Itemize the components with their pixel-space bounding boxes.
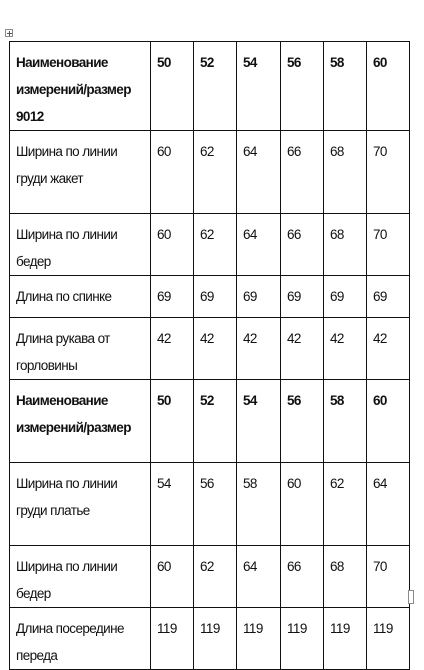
header-cell-size[interactable]: 56: [281, 380, 324, 463]
header-cell-size[interactable]: 52: [194, 380, 237, 463]
value-cell[interactable]: 64: [237, 214, 281, 276]
value-cell[interactable]: 60: [151, 214, 194, 276]
value-cell[interactable]: 62: [194, 214, 237, 276]
value-cell[interactable]: 68: [324, 131, 367, 214]
value-cell[interactable]: 69: [237, 276, 281, 318]
value-cell[interactable]: 66: [281, 214, 324, 276]
table-move-handle[interactable]: [5, 29, 13, 37]
table-row: [10, 463, 410, 546]
value-cell[interactable]: 42: [194, 318, 237, 380]
value-cell[interactable]: 58: [237, 463, 281, 546]
value-cell[interactable]: 68: [324, 214, 367, 276]
value-cell[interactable]: 60: [281, 463, 324, 546]
value-cell[interactable]: 56: [194, 463, 237, 546]
table-row: [10, 276, 410, 318]
value-cell[interactable]: 64: [237, 546, 281, 608]
value-cell[interactable]: 42: [281, 318, 324, 380]
header-cell-size[interactable]: 58: [324, 380, 367, 463]
table-resize-handle[interactable]: [408, 590, 414, 604]
header-cell-measurement[interactable]: Наименование измерений/размер: [10, 380, 151, 463]
table-row: [10, 318, 410, 380]
row-label-cell[interactable]: Ширина по линии груди платье: [10, 463, 151, 546]
table-row: [10, 608, 410, 670]
value-cell[interactable]: 66: [281, 546, 324, 608]
value-cell[interactable]: 54: [151, 463, 194, 546]
value-cell[interactable]: 119: [237, 608, 281, 670]
value-cell[interactable]: 42: [151, 318, 194, 380]
table-row: [10, 214, 410, 276]
table-row: [10, 546, 410, 608]
header-cell-size[interactable]: 50: [151, 42, 194, 131]
row-label-cell[interactable]: Длина по спинке: [10, 276, 151, 318]
value-cell[interactable]: 66: [281, 131, 324, 214]
row-label-cell[interactable]: Ширина по линии груди жакет: [10, 131, 151, 214]
header-cell-size[interactable]: 54: [237, 42, 281, 131]
table-header-row: [10, 380, 410, 463]
value-cell[interactable]: 69: [151, 276, 194, 318]
header-cell-size[interactable]: 60: [367, 42, 410, 131]
table-header-row: [10, 42, 410, 131]
value-cell[interactable]: 64: [367, 463, 410, 546]
value-cell[interactable]: 69: [281, 276, 324, 318]
value-cell[interactable]: 119: [281, 608, 324, 670]
value-cell[interactable]: 70: [367, 131, 410, 214]
value-cell[interactable]: 42: [324, 318, 367, 380]
value-cell[interactable]: 60: [151, 546, 194, 608]
header-cell-size[interactable]: 52: [194, 42, 237, 131]
row-label-cell[interactable]: Длина посередине переда: [10, 608, 151, 670]
value-cell[interactable]: 42: [237, 318, 281, 380]
header-cell-size[interactable]: 60: [367, 380, 410, 463]
header-cell-measurement[interactable]: Наименование измерений/размер 9012: [10, 42, 151, 131]
row-label-cell[interactable]: Длина рукава от горловины: [10, 318, 151, 380]
row-label-cell[interactable]: Ширина по линии бедер: [10, 214, 151, 276]
value-cell[interactable]: 62: [194, 546, 237, 608]
value-cell[interactable]: 60: [151, 131, 194, 214]
header-cell-size[interactable]: 54: [237, 380, 281, 463]
table-row: [10, 131, 410, 214]
value-cell[interactable]: 70: [367, 214, 410, 276]
size-table: [9, 41, 410, 670]
value-cell[interactable]: 119: [324, 608, 367, 670]
value-cell[interactable]: 69: [194, 276, 237, 318]
header-cell-size[interactable]: 56: [281, 42, 324, 131]
value-cell[interactable]: 62: [324, 463, 367, 546]
row-label-cell[interactable]: Ширина по линии бедер: [10, 546, 151, 608]
value-cell[interactable]: 70: [367, 546, 410, 608]
value-cell[interactable]: 119: [194, 608, 237, 670]
value-cell[interactable]: 62: [194, 131, 237, 214]
value-cell[interactable]: 119: [367, 608, 410, 670]
header-cell-size[interactable]: 50: [151, 380, 194, 463]
value-cell[interactable]: 64: [237, 131, 281, 214]
value-cell[interactable]: 69: [324, 276, 367, 318]
value-cell[interactable]: 68: [324, 546, 367, 608]
value-cell[interactable]: 69: [367, 276, 410, 318]
value-cell[interactable]: 42: [367, 318, 410, 380]
value-cell[interactable]: 119: [151, 608, 194, 670]
header-cell-size[interactable]: 58: [324, 42, 367, 131]
